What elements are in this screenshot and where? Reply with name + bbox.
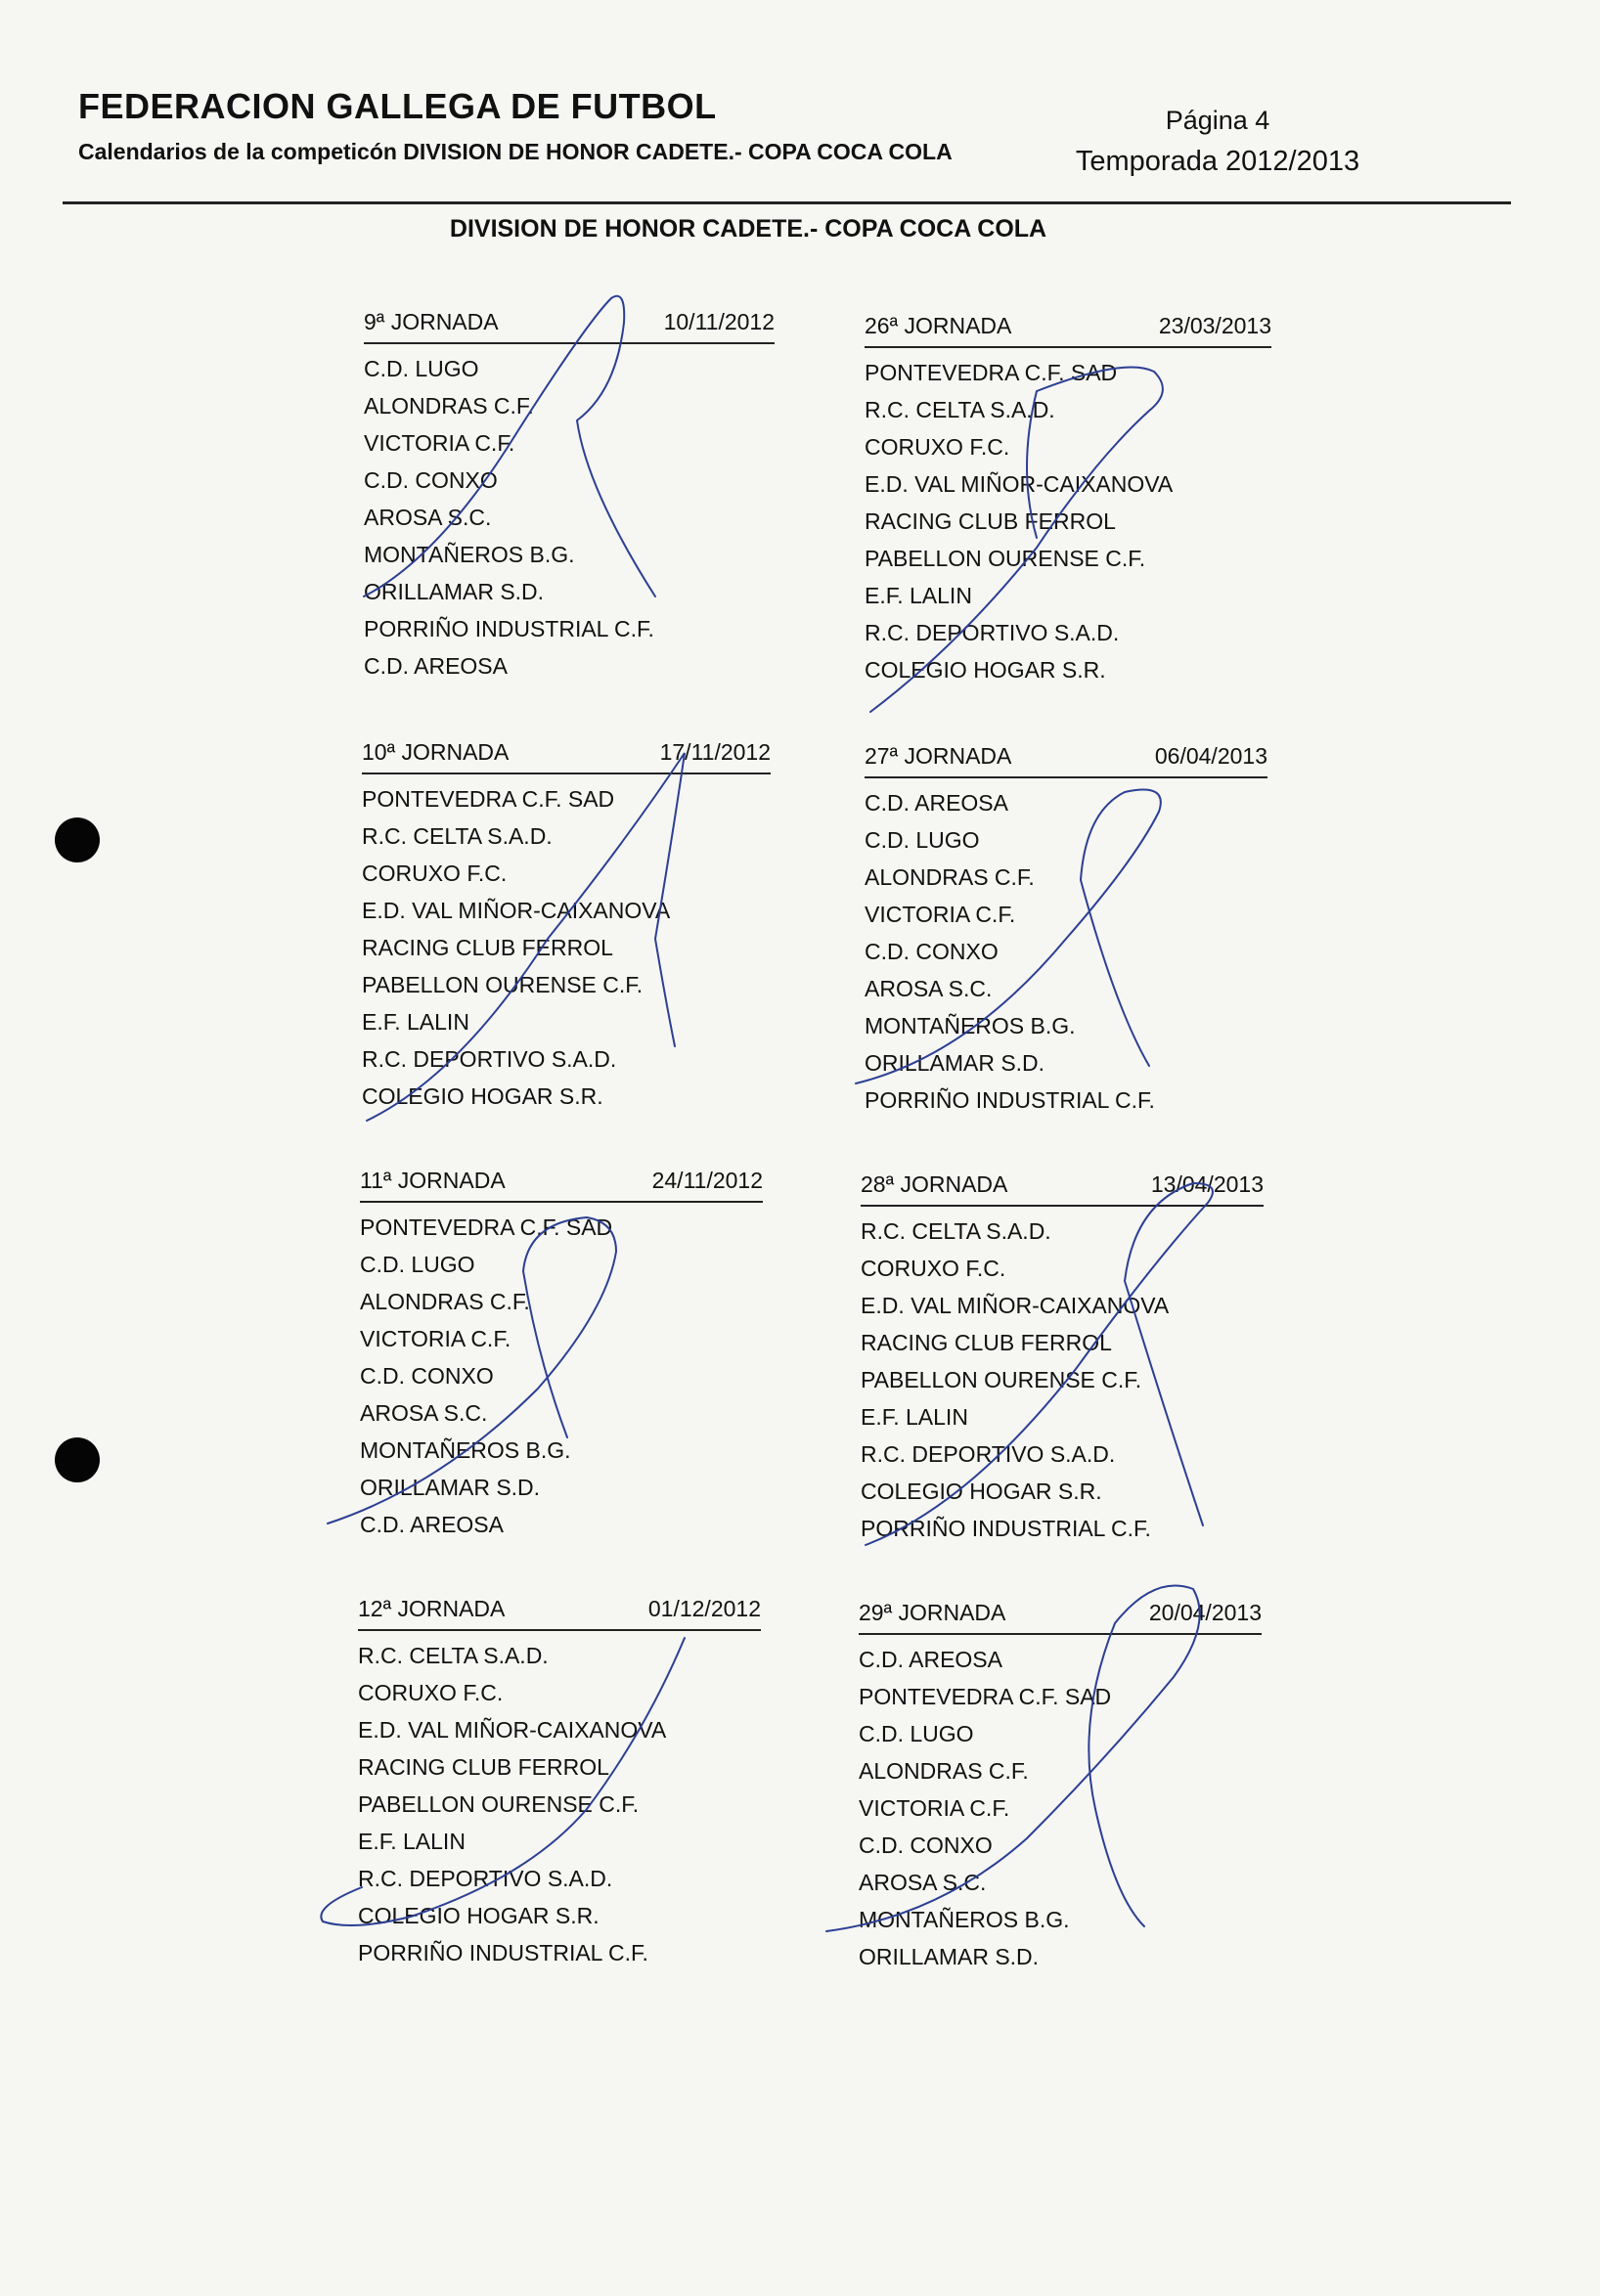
jornada-divider xyxy=(865,346,1271,348)
jornada-divider xyxy=(358,1629,761,1631)
team-name: C.D. AREOSA xyxy=(364,653,508,679)
team-name: MONTAÑEROS B.G. xyxy=(364,542,575,567)
jornada-date: 10/11/2012 xyxy=(663,309,775,334)
jornada-block xyxy=(362,739,771,1115)
team-name: ORILLAMAR S.D. xyxy=(364,579,545,604)
team-name: RACING CLUB FERROL xyxy=(861,1330,1112,1355)
team-name: MONTAÑEROS B.G. xyxy=(859,1907,1070,1932)
team-name: ALONDRAS C.F. xyxy=(859,1758,1029,1784)
jornada-name: 27ª JORNADA xyxy=(865,743,1012,769)
punch-hole xyxy=(55,817,100,862)
team-name: R.C. CELTA S.A.D. xyxy=(362,823,553,849)
team-name: AROSA S.C. xyxy=(865,976,993,1001)
jornada-date: 20/04/2013 xyxy=(1148,1600,1262,1625)
team-name: COLEGIO HOGAR S.R. xyxy=(861,1479,1102,1504)
team-name: E.D. VAL MIÑOR-CAIXANOVA xyxy=(358,1717,667,1743)
jornada-divider xyxy=(859,1633,1262,1635)
jornada-divider xyxy=(861,1205,1264,1207)
team-name: R.C. CELTA S.A.D. xyxy=(861,1218,1051,1244)
team-name: CORUXO F.C. xyxy=(861,1256,1006,1281)
team-name: COLEGIO HOGAR S.R. xyxy=(865,657,1106,683)
team-name: PABELLON OURENSE C.F. xyxy=(865,546,1146,571)
team-name: R.C. CELTA S.A.D. xyxy=(865,397,1055,422)
jornada-block xyxy=(358,1596,761,1971)
jornada-block xyxy=(865,313,1271,688)
team-name: PONTEVEDRA C.F. SAD xyxy=(865,360,1118,385)
team-name: R.C. DEPORTIVO S.A.D. xyxy=(861,1441,1116,1467)
team-name: VICTORIA C.F. xyxy=(865,902,1016,927)
team-name: PONTEVEDRA C.F. SAD xyxy=(360,1214,613,1240)
team-name: AROSA S.C. xyxy=(360,1400,488,1426)
team-name: E.F. LALIN xyxy=(865,583,972,608)
document-header xyxy=(78,86,953,165)
team-name: COLEGIO HOGAR S.R. xyxy=(362,1083,603,1109)
jornada-name: 26ª JORNADA xyxy=(865,313,1012,338)
punch-hole xyxy=(55,1437,100,1482)
document-subtitle: Calendarios de la competicón DIVISION DE HONOR CADETE.- COPA COCA COLA xyxy=(78,139,953,164)
jornada-name: 12ª JORNADA xyxy=(358,1596,506,1621)
jornada-name: 11ª JORNADA xyxy=(360,1168,506,1193)
team-name: AROSA S.C. xyxy=(364,505,492,530)
team-name: R.C. DEPORTIVO S.A.D. xyxy=(358,1866,613,1891)
team-name: ORILLAMAR S.D. xyxy=(859,1944,1040,1969)
team-name: ORILLAMAR S.D. xyxy=(360,1475,541,1500)
jornada-date: 24/11/2012 xyxy=(651,1168,763,1193)
section-title: DIVISION DE HONOR CADETE.- COPA COCA COLA xyxy=(449,215,1047,243)
jornada-divider xyxy=(865,776,1267,778)
jornada-date: 17/11/2012 xyxy=(659,739,771,765)
team-name: C.D. LUGO xyxy=(364,356,479,381)
jornada-divider xyxy=(364,342,775,344)
jornada-block xyxy=(360,1168,763,1543)
page-info xyxy=(1071,106,1364,178)
team-name: PORRIÑO INDUSTRIAL C.F. xyxy=(861,1516,1151,1541)
jornada-divider xyxy=(360,1201,763,1203)
team-name: E.F. LALIN xyxy=(362,1009,469,1035)
team-name: C.D. CONXO xyxy=(360,1363,494,1389)
team-name: PONTEVEDRA C.F. SAD xyxy=(362,786,615,812)
jornada-date: 01/12/2012 xyxy=(647,1596,761,1621)
jornada-name: 9ª JORNADA xyxy=(364,309,499,334)
team-name: ALONDRAS C.F. xyxy=(865,864,1035,890)
team-name: VICTORIA C.F. xyxy=(360,1326,511,1351)
team-name: C.D. CONXO xyxy=(859,1832,993,1858)
team-name: C.D. CONXO xyxy=(865,939,999,964)
team-name: C.D. LUGO xyxy=(859,1721,974,1746)
jornada-block xyxy=(865,743,1267,1119)
season-label: Temporada 2012/2013 xyxy=(1075,146,1360,177)
header-divider xyxy=(63,201,1511,204)
page-number: Página 4 xyxy=(1165,106,1270,135)
jornada-block xyxy=(859,1600,1262,1975)
team-name: C.D. LUGO xyxy=(360,1252,475,1277)
team-name: VICTORIA C.F. xyxy=(364,430,515,456)
team-name: C.D. AREOSA xyxy=(865,790,1008,816)
team-name: COLEGIO HOGAR S.R. xyxy=(358,1903,600,1928)
jornada-date: 06/04/2013 xyxy=(1154,743,1267,769)
team-name: MONTAÑEROS B.G. xyxy=(360,1437,571,1463)
jornada-name: 28ª JORNADA xyxy=(861,1171,1008,1197)
team-name: C.D. CONXO xyxy=(364,467,498,493)
team-name: RACING CLUB FERROL xyxy=(865,508,1116,534)
team-name: E.D. VAL MIÑOR-CAIXANOVA xyxy=(865,471,1174,497)
team-name: PABELLON OURENSE C.F. xyxy=(362,972,644,997)
team-name: PORRIÑO INDUSTRIAL C.F. xyxy=(865,1087,1155,1113)
team-name: R.C. CELTA S.A.D. xyxy=(358,1643,549,1668)
team-name: E.D. VAL MIÑOR-CAIXANOVA xyxy=(861,1293,1170,1318)
jornada-name: 29ª JORNADA xyxy=(859,1600,1006,1625)
team-name: R.C. DEPORTIVO S.A.D. xyxy=(362,1046,617,1072)
jornada-name: 10ª JORNADA xyxy=(362,739,510,765)
team-name: C.D. AREOSA xyxy=(360,1512,504,1537)
team-name: PORRIÑO INDUSTRIAL C.F. xyxy=(358,1940,648,1965)
team-name: CORUXO F.C. xyxy=(362,861,508,886)
team-name: PABELLON OURENSE C.F. xyxy=(861,1367,1142,1392)
organization-title: FEDERACION GALLEGA DE FUTBOL xyxy=(78,86,717,126)
team-name: VICTORIA C.F. xyxy=(859,1795,1010,1821)
jornada-date: 13/04/2013 xyxy=(1150,1171,1264,1197)
team-name: PONTEVEDRA C.F. SAD xyxy=(859,1684,1112,1709)
team-name: MONTAÑEROS B.G. xyxy=(865,1013,1076,1038)
team-name: RACING CLUB FERROL xyxy=(358,1754,609,1780)
team-name: ALONDRAS C.F. xyxy=(360,1289,530,1314)
jornada-divider xyxy=(362,773,771,774)
team-name: E.F. LALIN xyxy=(861,1404,968,1430)
team-name: ORILLAMAR S.D. xyxy=(865,1050,1045,1076)
team-name: AROSA S.C. xyxy=(859,1870,987,1895)
jornada-block xyxy=(364,309,775,684)
team-name: E.D. VAL MIÑOR-CAIXANOVA xyxy=(362,898,671,923)
team-name: C.D. AREOSA xyxy=(859,1647,1002,1672)
team-name: PABELLON OURENSE C.F. xyxy=(358,1791,640,1817)
team-name: CORUXO F.C. xyxy=(358,1680,504,1705)
jornada-date: 23/03/2013 xyxy=(1158,313,1271,338)
team-name: R.C. DEPORTIVO S.A.D. xyxy=(865,620,1120,645)
team-name: PORRIÑO INDUSTRIAL C.F. xyxy=(364,616,654,641)
team-name: RACING CLUB FERROL xyxy=(362,935,613,960)
team-name: E.F. LALIN xyxy=(358,1829,466,1854)
jornada-block xyxy=(861,1171,1264,1547)
team-name: CORUXO F.C. xyxy=(865,434,1010,460)
team-name: C.D. LUGO xyxy=(865,827,980,853)
team-name: ALONDRAS C.F. xyxy=(364,393,534,419)
